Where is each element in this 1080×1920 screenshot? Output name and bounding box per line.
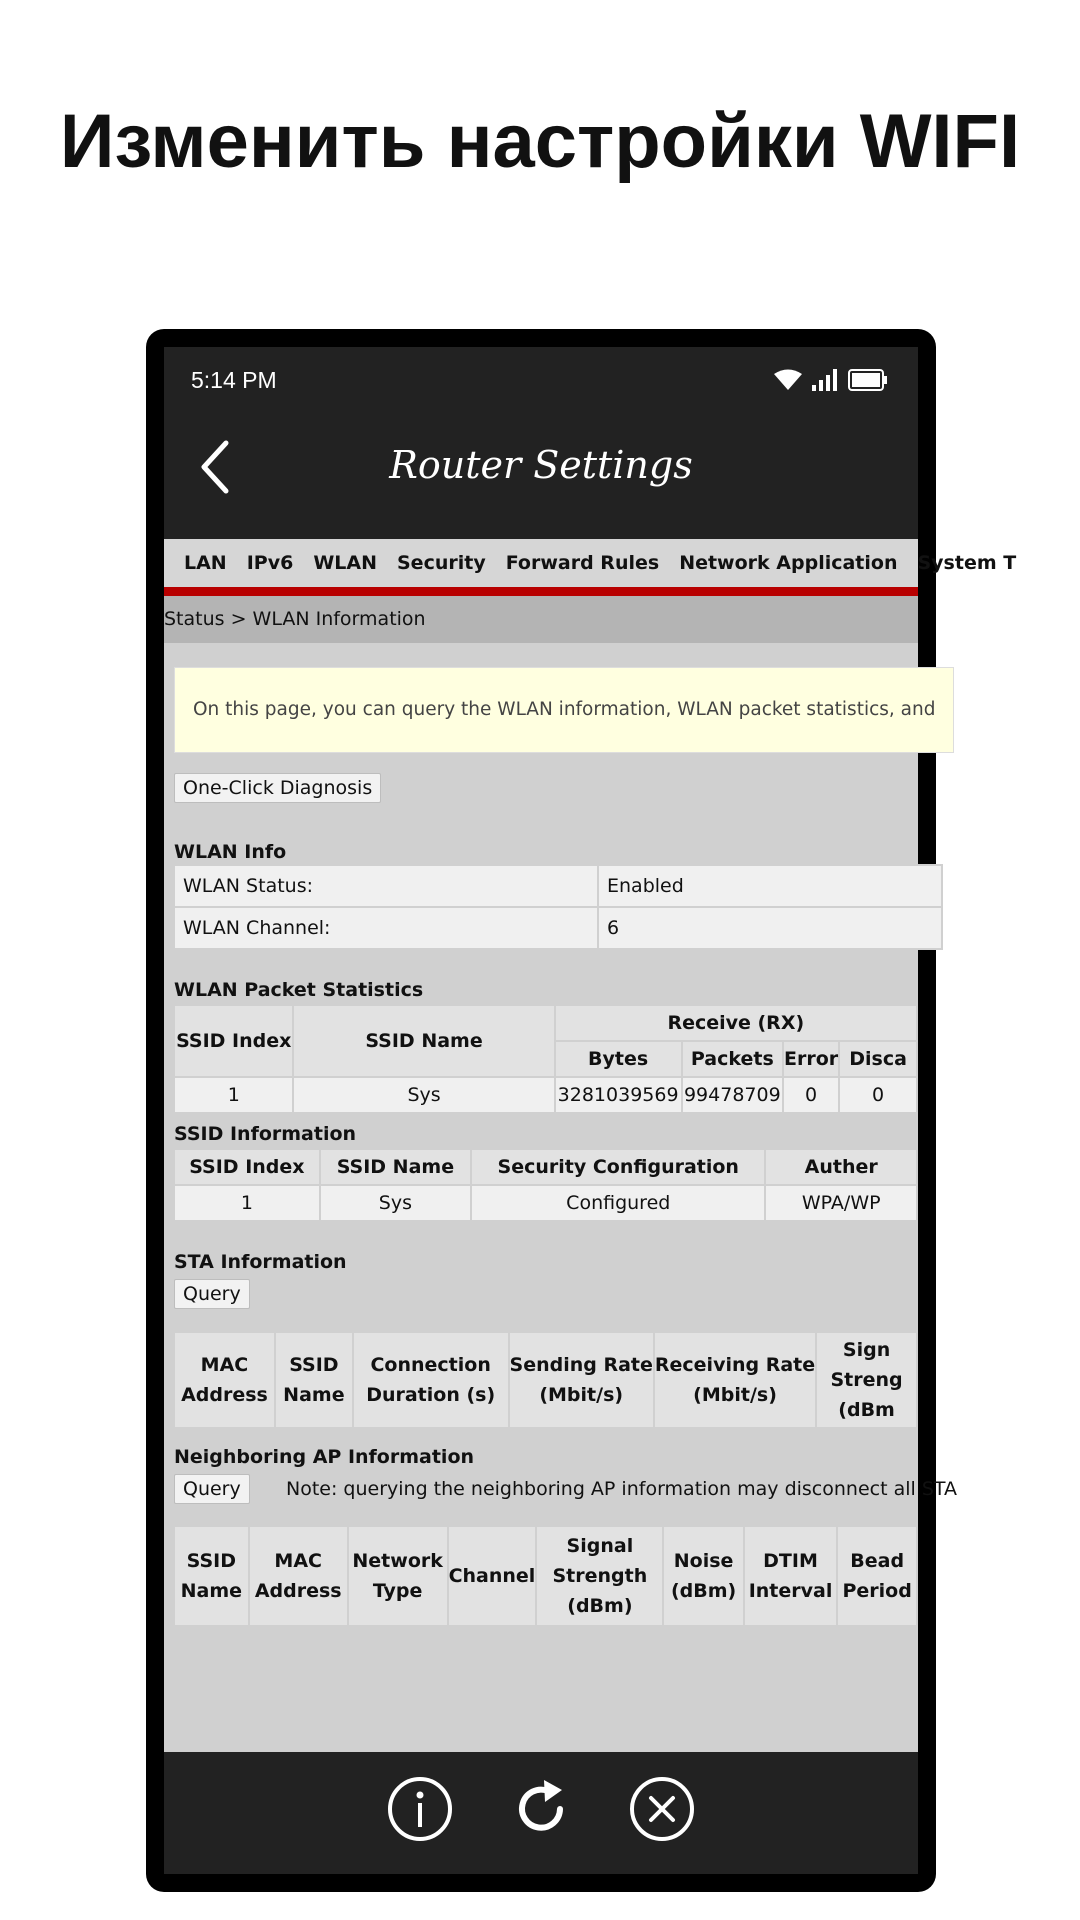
router-webview (164, 539, 1017, 1752)
col-sending-rate: Sending Rate (Mbit/s) (509, 1332, 654, 1428)
table-row (174, 865, 942, 907)
tab-ipv6[interactable]: IPv6 (246, 552, 294, 574)
neighbor-query-button[interactable]: Query (174, 1474, 250, 1504)
ssid-info-title: SSID Information (174, 1123, 357, 1145)
wlan-channel-label: WLAN Channel: (174, 907, 598, 949)
table-row (174, 1149, 917, 1185)
refresh-icon[interactable] (508, 1776, 574, 1842)
wlan-channel-value: 6 (598, 907, 942, 949)
col-dtim-interval: DTIM Interval (744, 1526, 838, 1626)
neighbor-ap-title: Neighboring AP Information (174, 1446, 475, 1468)
cell-error: 0 (783, 1077, 839, 1113)
cell-ssid-name: Sys (320, 1185, 471, 1221)
ssid-info-table (173, 1148, 918, 1222)
col-ssid-index: SSID Index (174, 1149, 320, 1185)
col-signal-strength: Sign Streng (dBm (816, 1332, 917, 1428)
col-channel: Channel (448, 1526, 537, 1626)
col-mac-address: MAC Address (249, 1526, 348, 1626)
sta-info-table (173, 1331, 918, 1429)
col-ssid-name: SSID Name (293, 1005, 554, 1077)
one-click-diagnosis-button[interactable]: One-Click Diagnosis (174, 773, 381, 803)
cell-security-config: Configured (471, 1185, 765, 1221)
cell-ssid-name: Sys (293, 1077, 554, 1113)
col-authentication: Auther (765, 1149, 917, 1185)
status-time: 5:14 PM (191, 367, 277, 393)
col-security-config: Security Configuration (471, 1149, 765, 1185)
wlan-info-title: WLAN Info (174, 841, 287, 863)
col-ssid-name: SSID Name (320, 1149, 471, 1185)
sta-info-title: STA Information (174, 1251, 347, 1273)
col-receiving-rate: Receiving Rate (Mbit/s) (654, 1332, 816, 1428)
battery-icon (848, 369, 888, 391)
wifi-icon (774, 370, 802, 390)
cell-ssid-index: 1 (174, 1077, 293, 1113)
bottom-toolbar (164, 1752, 918, 1874)
packet-stats-table (173, 1004, 918, 1114)
col-noise: Noise (dBm) (663, 1526, 743, 1626)
signal-icon (812, 369, 838, 391)
col-ssid-name: SSID Name (174, 1526, 249, 1626)
col-ssid-index: SSID Index (174, 1005, 293, 1077)
col-receive: Receive (RX) (555, 1005, 917, 1041)
cell-packets: 99478709 (682, 1077, 783, 1113)
table-row (174, 1005, 917, 1041)
col-connection-duration: Connection Duration (s) (353, 1332, 509, 1428)
table-row (174, 1077, 917, 1113)
cell-ssid-index: 1 (174, 1185, 320, 1221)
table-row (174, 1526, 917, 1626)
cell-authentication: WPA/WP (765, 1185, 917, 1221)
col-ssid-name: SSID Name (275, 1332, 353, 1428)
table-row (174, 1185, 917, 1221)
cell-bytes: 3281039569 (555, 1077, 682, 1113)
neighbor-ap-table (173, 1525, 918, 1627)
app-title: Router Settings (389, 443, 693, 487)
col-error: Error (783, 1041, 839, 1077)
tab-security[interactable]: Security (397, 552, 486, 574)
close-icon[interactable] (629, 1776, 695, 1842)
table-row (174, 1332, 917, 1428)
cell-discard: 0 (839, 1077, 917, 1113)
phone-screen (164, 347, 1017, 1874)
tab-forward-rules[interactable]: Forward Rules (505, 552, 660, 574)
breadcrumb: Status > WLAN Information (164, 596, 918, 643)
tab-lan[interactable]: LAN (184, 552, 227, 574)
table-row (174, 907, 942, 949)
col-packets: Packets (682, 1041, 783, 1077)
info-icon[interactable] (387, 1776, 453, 1842)
app-bar (164, 417, 918, 517)
wlan-status-value: Enabled (598, 865, 942, 907)
col-beacon-period: Bead Period (837, 1526, 917, 1626)
router-nav-tabs (164, 539, 1017, 596)
col-network-type: Network Type (348, 1526, 448, 1626)
tab-network-application[interactable]: Network Application (679, 552, 898, 574)
tab-system-tools[interactable]: System T (917, 552, 1017, 574)
phone-frame (146, 329, 1017, 1892)
packet-stats-title: WLAN Packet Statistics (174, 979, 424, 1001)
tab-wlan[interactable]: WLAN (313, 552, 377, 574)
status-bar (164, 347, 918, 417)
col-bytes: Bytes (555, 1041, 682, 1077)
wlan-status-label: WLAN Status: (174, 865, 598, 907)
info-notice: On this page, you can query the WLAN information, WLAN packet statistics, and (174, 667, 954, 753)
col-discard: Disca (839, 1041, 917, 1077)
wlan-info-table (173, 864, 943, 950)
promo-headline: Изменить настройки WIFI (59, 99, 1021, 184)
col-mac-address: MAC Address (174, 1332, 275, 1428)
neighbor-ap-note: Note: querying the neighboring AP information may disconnect all STA (286, 1478, 958, 1500)
sta-query-button[interactable]: Query (174, 1279, 250, 1309)
col-signal-strength: Signal Strength (dBm) (536, 1526, 663, 1626)
